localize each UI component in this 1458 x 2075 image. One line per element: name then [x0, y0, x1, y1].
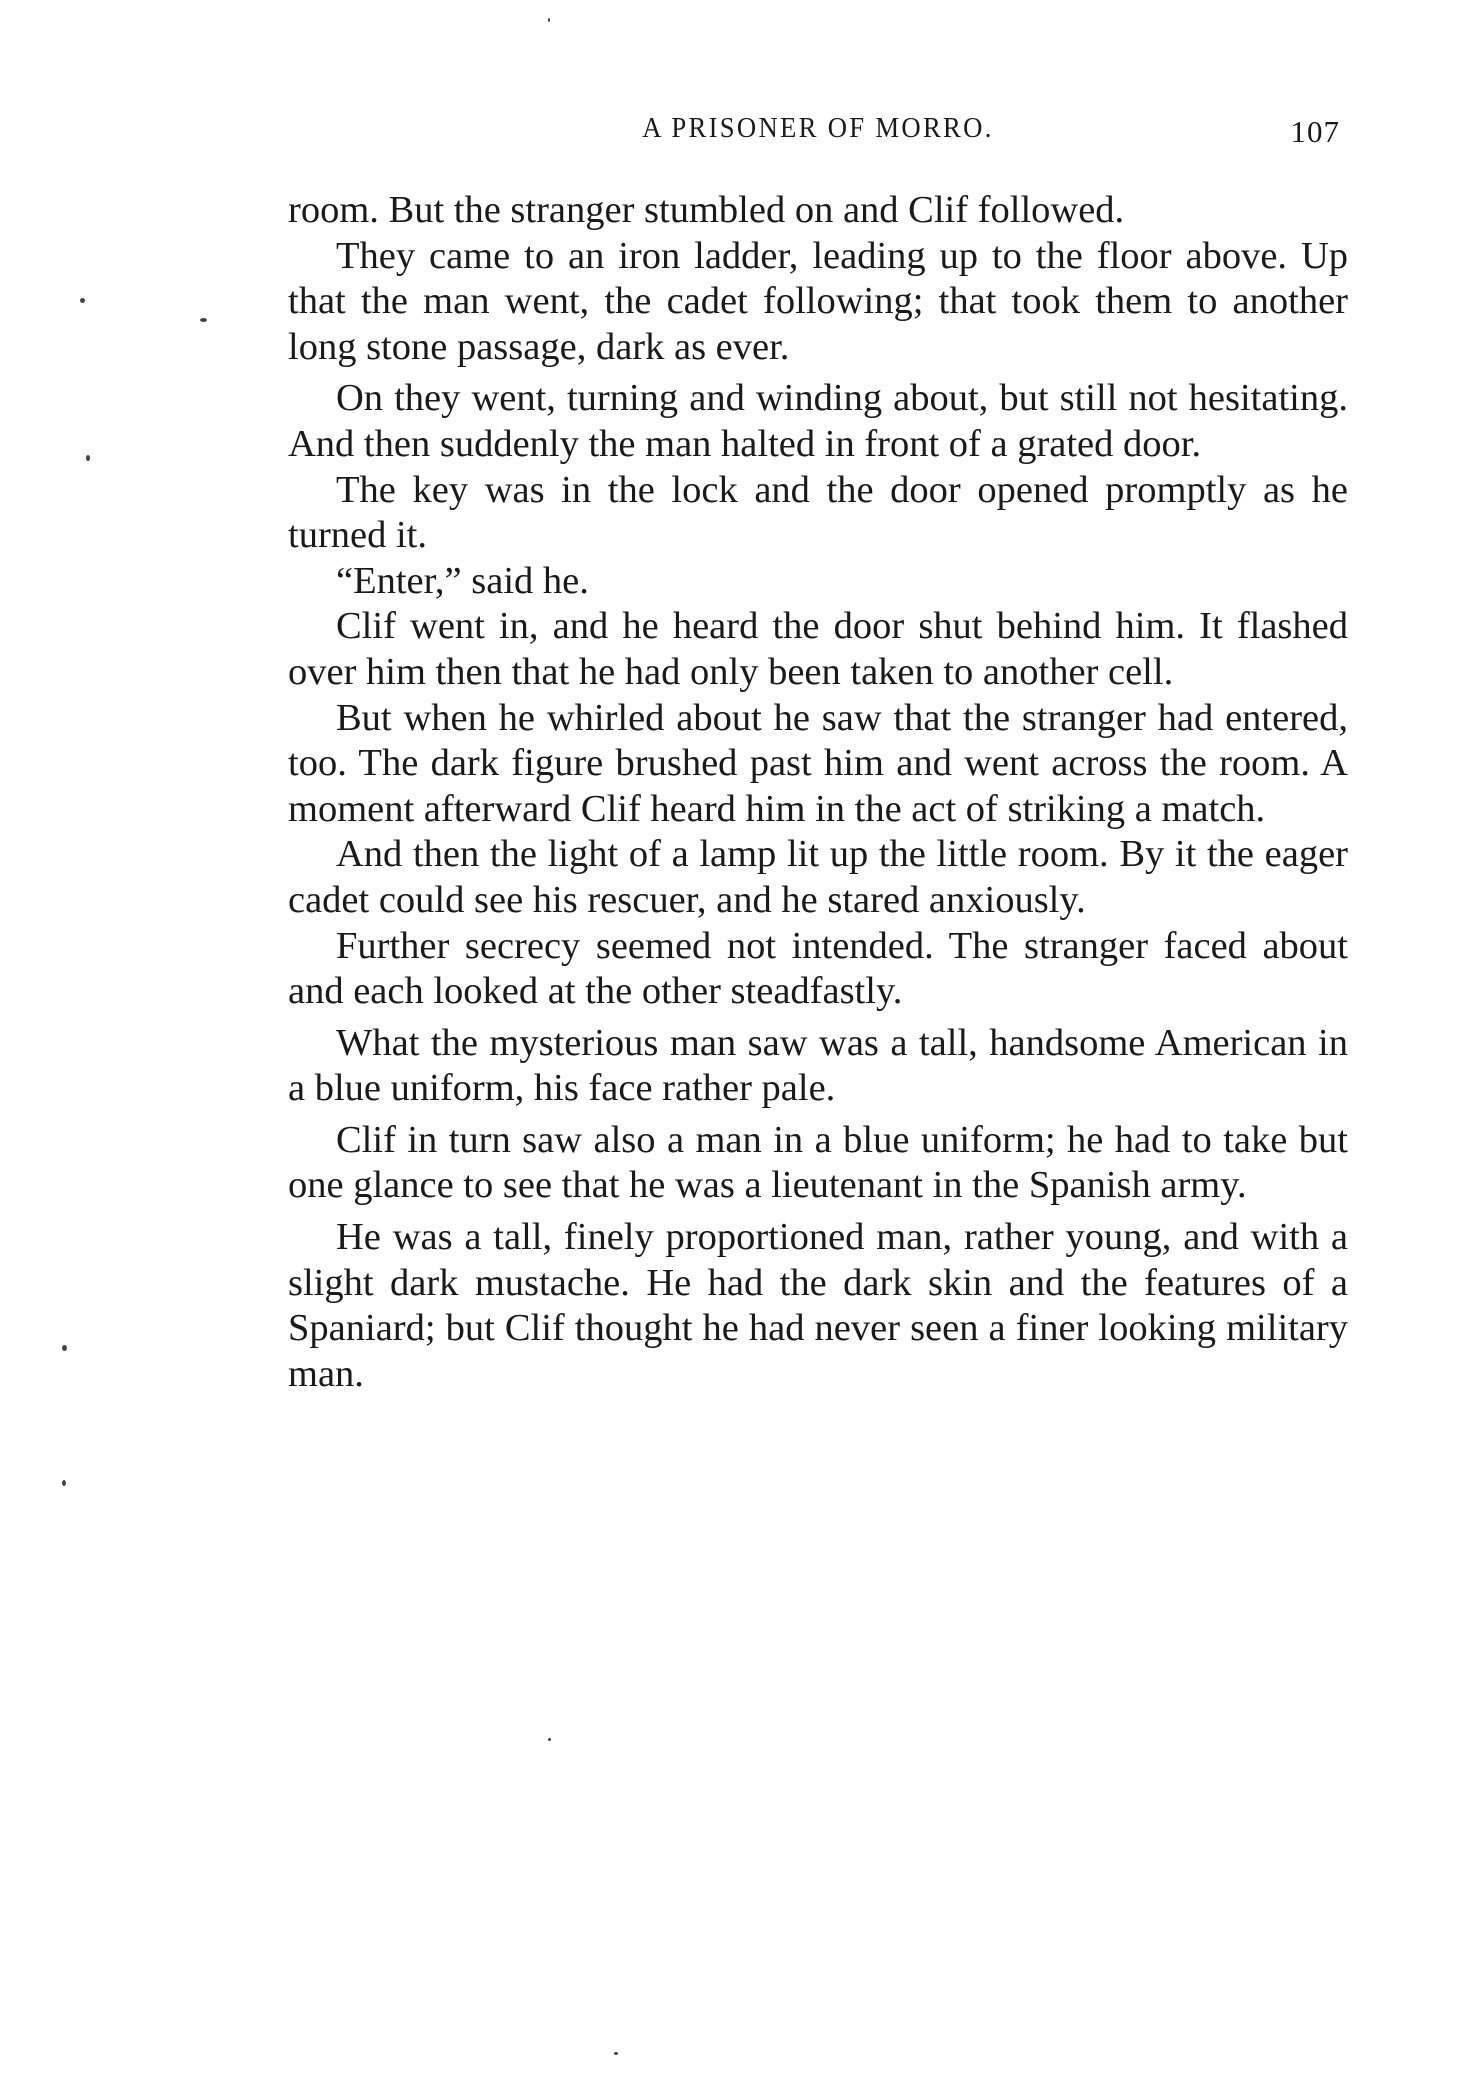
paragraph: He was a tall, finely proportioned man, rather young, and with a slight dark mustache. He had the dark skin and the features of a Spaniard; but Clif thought he had never seen a finer looking military man. — [288, 1216, 1348, 1395]
paragraph: On they went, turning and winding about, but still not hesitating. And then suddenly the man halted in front of a grated door. — [288, 377, 1348, 465]
scan-speck — [80, 298, 85, 303]
paragraph: But when he whirled about he saw that the stranger had entered, too. The dark figure brushed past him and went across the room. A moment afterward Clif heard him in the act of striking a match. — [288, 696, 1348, 830]
paragraph: What the mysterious man saw was a tall, handsome American in a blue uniform, his face rather pale. — [288, 1021, 1348, 1110]
paragraph: The key was in the lock and the door opened promptly as he turned it. — [288, 468, 1348, 557]
paragraph: Clif in turn saw also a man in a blue uniform; he had to take but one glance to see that he was a lieutenant in the Spanish army. — [288, 1118, 1348, 1207]
scan-speck — [86, 455, 90, 461]
page-number: 107 — [1290, 114, 1340, 149]
paragraph: room. But the stranger stumbled on and Clif followed. — [288, 189, 1125, 231]
running-head: A PRISONER OF MORRO. — [642, 112, 994, 144]
scan-speck — [548, 18, 550, 22]
paragraph: Clif went in, and he heard the door shut behind him. It flashed over him then that he had only been taken to another cell. — [288, 605, 1348, 693]
scan-speck — [62, 1345, 67, 1351]
paragraph: They came to an iron ladder, leading up to the floor above. Up that the man went, the cadet following; that took them to another long stone passage, dark as ever. — [288, 234, 1348, 368]
body-text — [288, 188, 1348, 1397]
paragraph: Further secrecy seemed not intended. The stranger faced about and each looked at the other steadfastly. — [288, 924, 1348, 1013]
scan-speck — [548, 1738, 551, 1741]
scan-speck — [62, 1480, 66, 1486]
page-header — [288, 112, 1348, 152]
paragraph: “Enter,” said he. — [336, 559, 589, 602]
scan-speck — [614, 2052, 618, 2055]
paragraph: And then the light of a lamp lit up the little room. By it the eager cadet could see his rescuer, and he stared anxiously. — [288, 833, 1348, 921]
scan-speck — [200, 318, 207, 322]
